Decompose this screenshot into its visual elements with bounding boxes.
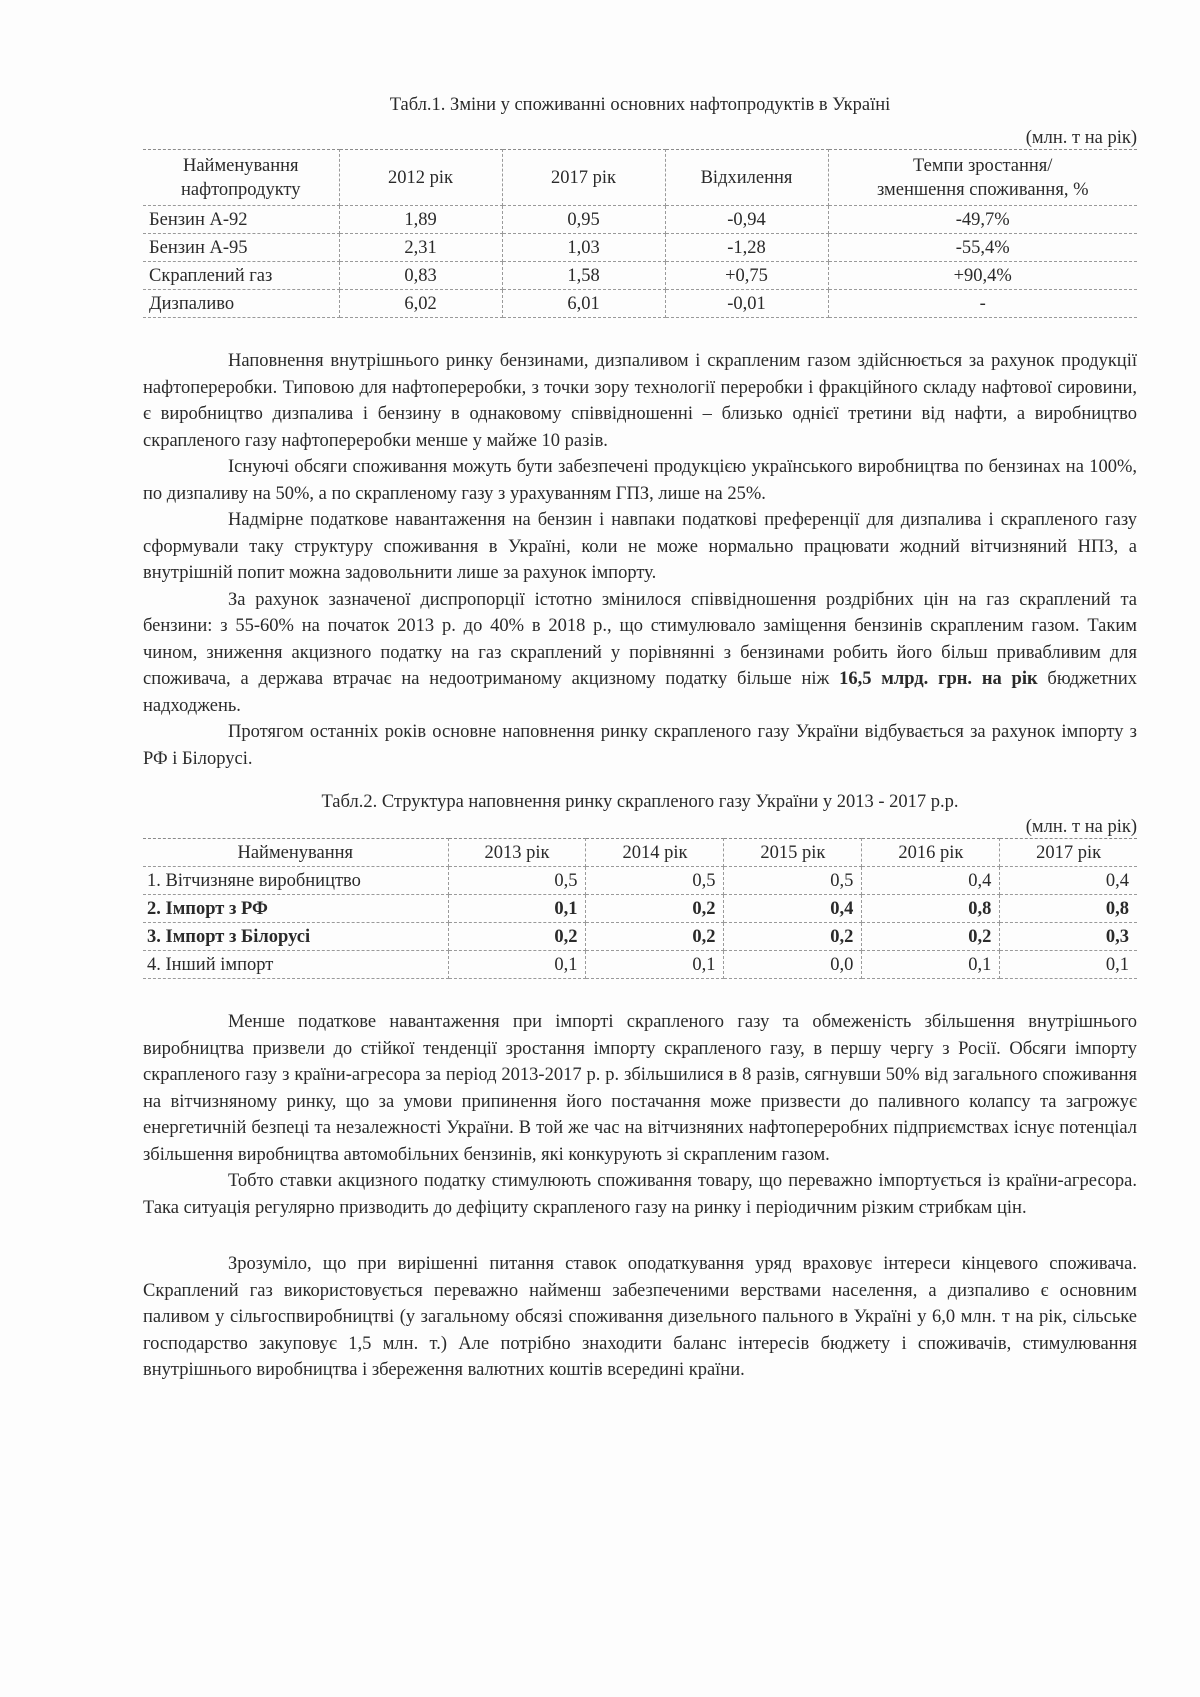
table2-cell-value: 0,4	[862, 867, 1000, 895]
table-row	[143, 290, 1137, 318]
table2-cell-name: 3. Імпорт з Білорусі	[143, 923, 448, 951]
table2-cell-name: 1. Вітчизняне виробництво	[143, 867, 448, 895]
table-row	[143, 234, 1137, 262]
table2-cell-value: 0,1	[448, 895, 586, 923]
table2-cell-name: 2. Імпорт з РФ	[143, 895, 448, 923]
table1-caption: Табл.1. Зміни у споживанні основних нафтопродуктів в Україні	[389, 95, 891, 115]
table2-cell-value: 0,2	[448, 923, 586, 951]
paragraph-government-balance: Зрозуміло, що при вирішенні питання ставок оподаткування уряд враховує інтереси кінцевого споживача. Скраплений газ використовується переважно найменш забезпеченими верствами населення, а дизпаливо є основним паливом у сільгоспвиробництві (у загальному обсязі споживання дизельного пального в Україні у 6,0 млн. т на рік, сільське господарство закуповує 1,5 млн. т.) Але потрібно знаходити баланс інтересів бюджету і споживачів, стимулювання внутрішнього виробництва і збереження валютних коштів всередині країни.	[143, 1254, 1137, 1380]
paragraph-excise-stimulus: Тобто ставки акцизного податку стимулюють споживання товару, що переважно імпортується із країни-агресора. Така ситуація регулярно призводить до дефіциту скрапленого газу на ринку і періодичним різким стрибкам цін.	[143, 1171, 1137, 1218]
table1-header-row	[143, 150, 1137, 206]
table1-cell-2012: 6,02	[339, 290, 502, 318]
table2-cell-value: 0,2	[586, 923, 724, 951]
table2-cell-value: 0,3	[1000, 923, 1137, 951]
table1-cell-name: Скраплений газ	[143, 262, 339, 290]
paragraph-tax-burden: Надмірне податкове навантаження на бензин і навпаки податкові преференції для дизпалива і скрапленого газу сформували таку структуру споживання в Україні, коли не може нормально працювати жодний вітчизняний НПЗ, а внутрішній попит можна задовольнити лише за рахунок імпорту.	[143, 510, 1137, 583]
table1-cell-2017: 1,58	[502, 262, 665, 290]
paragraph-market-filling: Наповнення внутрішнього ринку бензинами, дизпаливом і скрапленим газом здійснюється за рахунок продукції нафтопереробки. Типовою для нафтопереробки, з точки зору технології переробки і фракційного складу нафтової сировини, є виробництво дизпалива і бензину в однаковому співвідношенні – близько однієї третини від нафти, а виробництво скрапленого газу нафтопереробки менше у майже 10 разів.	[143, 351, 1137, 451]
table1-cell-2017: 0,95	[502, 206, 665, 234]
table2-cell-value: 0,1	[862, 951, 1000, 979]
table2-cell-value: 0,4	[1000, 867, 1137, 895]
document-page	[143, 0, 1137, 1384]
table2-caption: Табл.2. Структура наповнення ринку скрапленого газу України у 2013 - 2017 р.р.	[321, 792, 959, 812]
table-row	[143, 206, 1137, 234]
table2-cell-value: 0,2	[586, 895, 724, 923]
table2-cell-value: 0,0	[724, 951, 862, 979]
table2-units: (млн. т на рік)	[1025, 817, 1137, 837]
table1-cell-2017: 1,03	[502, 234, 665, 262]
table2-cell-value: 0,4	[724, 895, 862, 923]
table1-cell-rate: -55,4%	[828, 234, 1137, 262]
table1-header-name: Найменування нафтопродукту	[143, 150, 339, 206]
table1-cell-rate: -49,7%	[828, 206, 1137, 234]
table2-cell-value: 0,1	[1000, 951, 1137, 979]
table2-header-2017: 2017 рік	[1000, 839, 1137, 867]
table1-header-rate: Темпи зростання/ зменшення споживання, %	[828, 150, 1137, 206]
table-row	[143, 923, 1137, 951]
table2-cell-value: 0,1	[586, 951, 724, 979]
table1-cell-deviation: -0,94	[665, 206, 828, 234]
table2-cell-value: 0,2	[724, 923, 862, 951]
table1-header-deviation: Відхилення	[665, 150, 828, 206]
table2-header-2016: 2016 рік	[862, 839, 1000, 867]
table1-cell-name: Дизпаливо	[143, 290, 339, 318]
table1-cell-deviation: +0,75	[665, 262, 828, 290]
table-row	[143, 262, 1137, 290]
table1-consumption-changes	[143, 149, 1137, 318]
table-row	[143, 867, 1137, 895]
paragraph-import-sources: Протягом останніх років основне наповнення ринку скрапленого газу України відбувається за рахунок імпорту з РФ і Білорусі.	[143, 722, 1137, 769]
table2-header-2015: 2015 рік	[724, 839, 862, 867]
table2-cell-value: 0,1	[448, 951, 586, 979]
table1-header-2012: 2012 рік	[339, 150, 502, 206]
table2-header-name: Найменування	[143, 839, 448, 867]
table1-cell-name: Бензин А-95	[143, 234, 339, 262]
table1-cell-2012: 2,31	[339, 234, 502, 262]
table2-cell-value: 0,5	[724, 867, 862, 895]
table1-cell-rate: +90,4%	[828, 262, 1137, 290]
table1-cell-deviation: -1,28	[665, 234, 828, 262]
table1-cell-2017: 6,01	[502, 290, 665, 318]
paragraph-price-ratio: За рахунок зазначеної диспропорції істотно змінилося співвідношення роздрібних цін на газ скраплений та бензини: з 55-60% на початок 2013 р. до 40% в 2018 р., що стимулювало заміщення бензинів скрапленим газом. Таким чином, зниження акцизного податку на газ скраплений у порівнянні з бензинами робить його більш привабливим для споживача, а держава втрачає на недоотриманому акцизному податку більше ніж 16,5 млрд. грн. на рік бюджетних надходжень.	[143, 589, 1138, 716]
table2-header-2013: 2013 рік	[448, 839, 586, 867]
table2-lpg-market-structure	[143, 838, 1137, 979]
table2-cell-value: 0,2	[862, 923, 1000, 951]
table1-cell-deviation: -0,01	[665, 290, 828, 318]
table-row	[143, 895, 1137, 923]
table1-units: (млн. т на рік)	[1025, 128, 1137, 148]
table1-cell-rate: -	[828, 290, 1137, 318]
table2-cell-value: 0,5	[586, 867, 724, 895]
table2-cell-value: 0,5	[448, 867, 586, 895]
table2-cell-name: 4. Інший імпорт	[143, 951, 448, 979]
table-row	[143, 951, 1137, 979]
table2-cell-value: 0,8	[862, 895, 1000, 923]
paragraph-import-trend: Менше податкове навантаження при імпорті скрапленого газу та обмеженість збільшення внутрішнього виробництва призвели до стійкої тенденції зростання імпорту скрапленого газу, в першу чергу з Росії. Обсяги імпорту скрапленого газу з країни-агресора за період 2013-2017 р. р. збільшилися в 8 разів, сягнувши 50% від загального споживання на вітчизняному ринку, що за умови припинення його постачання може призвести до паливного колапсу та загрожує енергетичній безпеці та незалежності України. В той же час на вітчизняних нафтопереробних підприємствах існує потенціал збільшення виробництва автомобільних бензинів, які конкурують зі скрапленим газом.	[143, 1012, 1137, 1165]
paragraph-existing-volumes: Існуючі обсяги споживання можуть бути забезпечені продукцією українського виробництва по бензинах на 100%, по дизпаливу на 50%, а по скрапленому газу з урахуванням ГПЗ, лише на 25%.	[143, 457, 1137, 504]
budget-loss-highlight: 16,5 млрд. грн. на рік	[839, 669, 1038, 689]
table1-header-2017: 2017 рік	[502, 150, 665, 206]
table2-header-2014: 2014 рік	[586, 839, 724, 867]
table1-cell-2012: 0,83	[339, 262, 502, 290]
table1-cell-2012: 1,89	[339, 206, 502, 234]
table2-header-row	[143, 839, 1137, 867]
table2-cell-value: 0,8	[1000, 895, 1137, 923]
table1-cell-name: Бензин А-92	[143, 206, 339, 234]
